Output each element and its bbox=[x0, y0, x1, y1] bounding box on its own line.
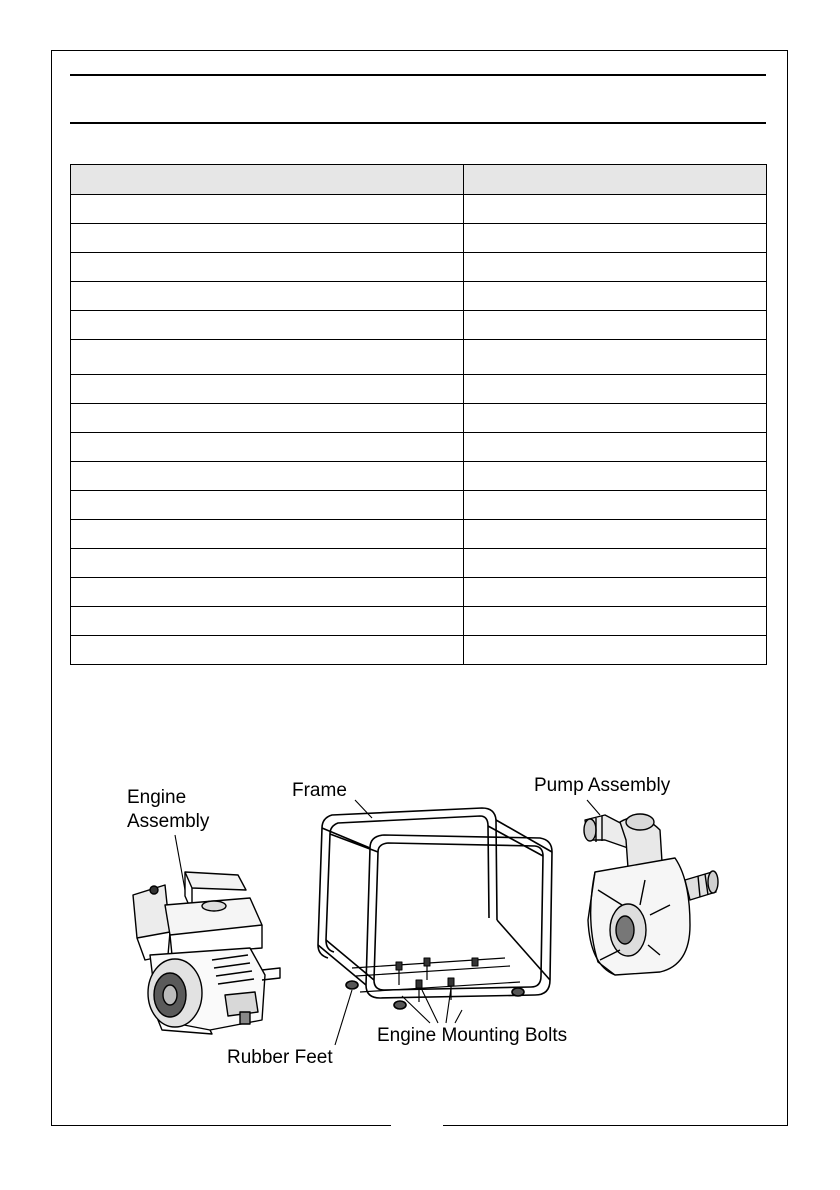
pump-assembly-illustration bbox=[584, 814, 718, 975]
pump-assembly-label: Pump Assembly bbox=[534, 775, 671, 796]
engine-assembly-label: Engine Assembly bbox=[127, 787, 210, 832]
engine-mounting-bolts-label: Engine Mounting Bolts bbox=[377, 1025, 568, 1046]
frame-label: Frame bbox=[292, 780, 347, 801]
engine-assembly-illustration bbox=[133, 872, 280, 1034]
rubber-feet-label: Rubber Feet bbox=[227, 1047, 333, 1068]
frame-illustration bbox=[318, 808, 552, 1009]
